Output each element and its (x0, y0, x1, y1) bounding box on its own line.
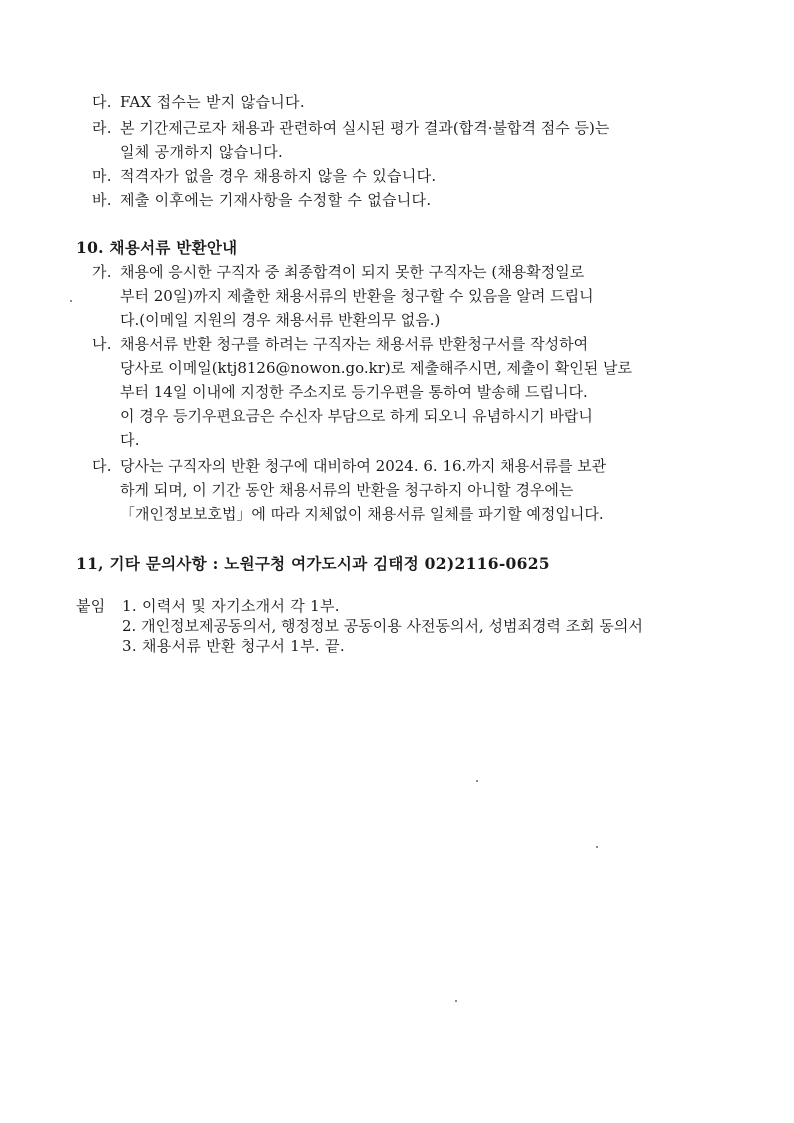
section10-ga-line3: 다.(이메일 지원의 경우 채용서류 반환의무 없음.) (120, 311, 441, 329)
attachment-item-1: 1. 이력서 및 자기소개서 각 1부. (122, 597, 340, 615)
section10-na-line3: 부터 14일 이내에 지정한 주소지로 등기우편을 통하여 발송해 드립니다. (120, 383, 588, 401)
note-da-text: FAX 접수는 받지 않습니다. (120, 93, 305, 111)
scan-speck (596, 846, 598, 848)
note-ra-line2: 일체 공개하지 않습니다. (120, 143, 284, 161)
section10-da-line3: 「개인정보보호법」에 따라 지체없이 채용서류 일체를 파기할 예정입니다. (120, 505, 604, 523)
section10-na-line4: 이 경우 등기우편요금은 수신자 부담으로 하게 되오니 유념하시기 바랍니 (120, 407, 593, 425)
attachments-label: 붙임 (76, 597, 106, 615)
section10-da-line1: 당사는 구직자의 반환 청구에 대비하여 2024. 6. 16.까지 채용서류를 보관 (120, 457, 607, 475)
section10-na-line5: 다. (120, 431, 140, 449)
section10-na-line1: 채용서류 반환 청구를 하려는 구직자는 채용서류 반환청구서를 작성하여 (120, 335, 589, 353)
attachment-item-2: 2. 개인정보제공동의서, 행정정보 공동이용 사전동의서, 성범죄경력 조회 동의서 (122, 617, 643, 635)
note-ra-line1: 본 기간제근로자 채용과 관련하여 실시된 평가 결과(합격·불합격 점수 등)는 (120, 119, 610, 137)
section10-ga-marker: 가. (92, 263, 112, 281)
scan-speck (70, 300, 72, 302)
attachment-item-3: 3. 채용서류 반환 청구서 1부. 끝. (122, 637, 345, 655)
scan-speck (455, 1000, 457, 1002)
note-ma-text: 적격자가 없을 경우 채용하지 않을 수 있습니다. (120, 167, 437, 185)
section10-na-marker: 나. (92, 335, 112, 353)
section10-da-line2: 하게 되며, 이 기간 동안 채용서류의 반환을 청구하지 아니할 경우에는 (120, 481, 574, 499)
section-11-heading: 11, 기타 문의사항 : 노원구청 여가도시과 김태정 02)2116-0625 (76, 554, 550, 573)
section10-da-marker: 다. (92, 457, 112, 475)
note-ra-marker: 라. (92, 119, 112, 137)
section10-ga-line1: 채용에 응시한 구직자 중 최종합격이 되지 못한 구직자는 (채용확정일로 (120, 263, 585, 281)
note-da-marker: 다. (92, 93, 112, 111)
section10-ga-line2: 부터 20일)까지 제출한 채용서류의 반환을 청구할 수 있음을 알려 드립니 (120, 287, 594, 305)
section-10-heading: 10. 채용서류 반환안내 (76, 238, 238, 257)
note-ba-marker: 바. (92, 191, 112, 209)
note-ma-marker: 마. (92, 167, 112, 185)
note-ba-text: 제출 이후에는 기재사항을 수정할 수 없습니다. (120, 191, 432, 209)
section10-na-line2: 당사로 이메일(ktj8126@nowon.go.kr)로 제출해주시면, 제출이 확인된 날로 (120, 359, 632, 377)
scan-speck (476, 780, 478, 782)
